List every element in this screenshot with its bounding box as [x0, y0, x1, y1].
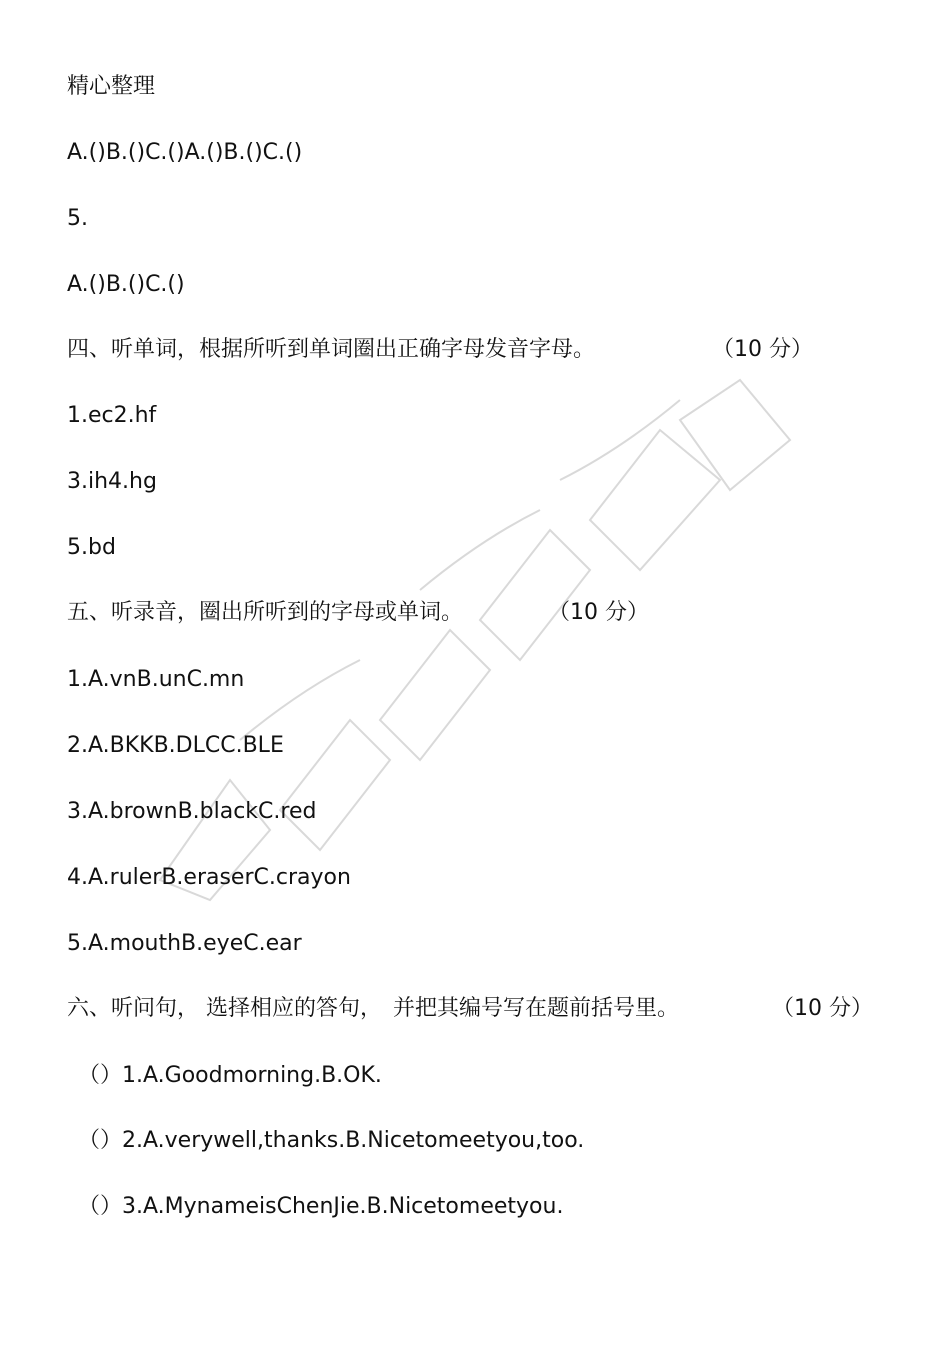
- section-5-item: 1.A.vnB.unC.mn: [67, 667, 245, 692]
- section-6-item-text: 2.A.verywell,thanks.B.Nicetomeetyou,too.: [122, 1128, 585, 1153]
- section-4-score: （10 分）: [712, 337, 813, 362]
- section-6-title: 六、听问句， 选择相应的答句， 并把其编号写在题前括号里。: [67, 996, 679, 1021]
- section-4-title: 四、听单词，根据所听到单词圈出正确字母发音字母。: [67, 337, 596, 362]
- section-6-item: [78, 1127, 584, 1155]
- section-5-item: 5.A.mouthB.eyeC.ear: [67, 931, 302, 956]
- watermark-graphic: [120, 360, 820, 920]
- section-6-score: （10 分）: [772, 996, 873, 1021]
- answer-options-line: A.()B.()C.(): [67, 272, 185, 297]
- section-6-item-text: 3.A.MynameisChenJie.B.Nicetomeetyou.: [122, 1194, 564, 1219]
- question-number: 5.: [67, 206, 88, 231]
- section-6-item: [78, 1062, 382, 1090]
- answer-bracket: （）: [78, 1128, 123, 1153]
- section-6-item: [78, 1193, 563, 1221]
- section-5-title: 五、听录音，圈出所听到的字母或单词。: [67, 600, 464, 625]
- answer-options-line: A.()B.()C.()A.()B.()C.(): [67, 140, 303, 165]
- answer-bracket: （）: [78, 1194, 123, 1219]
- section-4-item: 3.ih4.hg: [67, 469, 157, 494]
- page-header: 精心整理: [67, 74, 156, 99]
- answer-bracket: （）: [78, 1063, 123, 1088]
- section-4-item: 1.ec2.hf: [67, 403, 157, 428]
- section-6-item-text: 1.A.Goodmorning.B.OK.: [122, 1063, 382, 1088]
- section-5-item: 2.A.BKKB.DLCC.BLE: [67, 733, 284, 758]
- section-5-item: 4.A.rulerB.eraserC.crayon: [67, 865, 351, 890]
- section-5-score: （10 分）: [548, 600, 649, 625]
- section-5-item: 3.A.brownB.blackC.red: [67, 799, 317, 824]
- section-4-item: 5.bd: [67, 535, 116, 560]
